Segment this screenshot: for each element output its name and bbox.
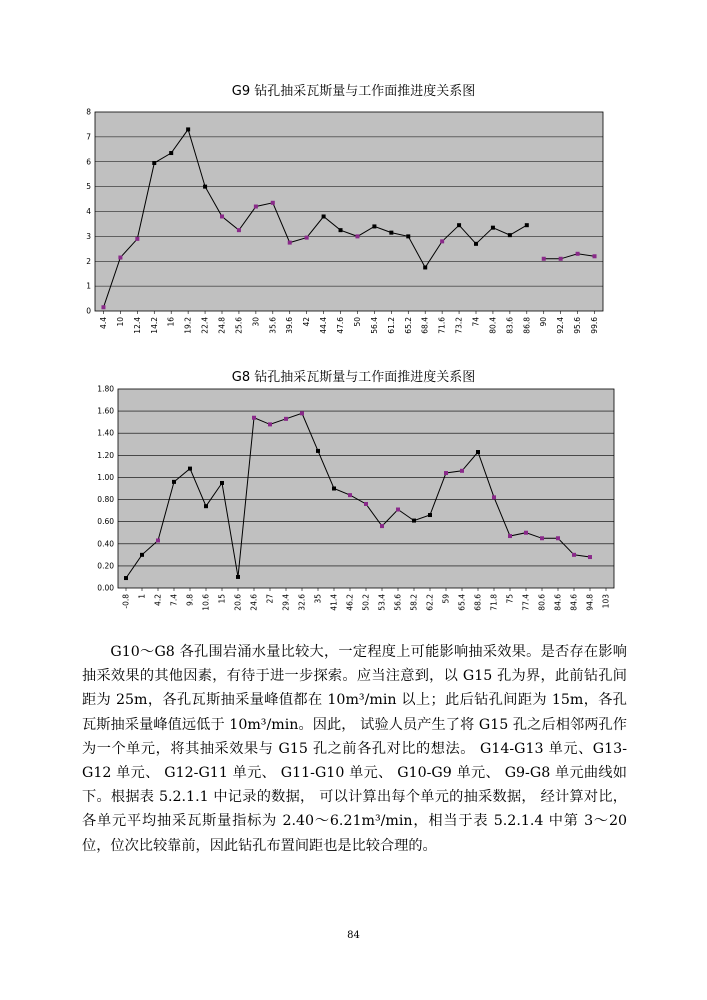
y-tick-label: 0.20 [97, 561, 114, 571]
y-tick-label: 0 [86, 306, 91, 316]
data-point [380, 524, 384, 528]
data-point [508, 233, 512, 237]
data-point [140, 553, 144, 557]
x-tick-label: 22.4 [200, 317, 210, 334]
x-tick-label: 24.6 [249, 594, 259, 611]
x-tick-label: 80.4 [488, 317, 498, 334]
y-tick-label: 4 [86, 207, 91, 216]
x-tick-label: 7.4 [169, 594, 179, 606]
x-tick-label: 47.6 [336, 317, 346, 334]
data-point [396, 508, 400, 512]
g8-chart [0, 380, 707, 625]
x-tick-label: 77.4 [521, 594, 531, 611]
x-tick-label: 42 [302, 317, 312, 327]
x-tick-label: 4.2 [153, 594, 163, 606]
y-tick-label: 2 [86, 256, 91, 266]
data-point [101, 305, 105, 309]
x-tick-label: 90 [539, 317, 549, 327]
x-tick-label: 56.4 [369, 317, 379, 334]
x-tick-label: 74 [471, 317, 481, 327]
x-tick-label: 73.2 [454, 317, 464, 334]
x-tick-label: 71.6 [437, 317, 447, 334]
data-point [252, 416, 256, 420]
x-tick-label: 84.6 [569, 594, 579, 611]
x-tick-label: 32.6 [297, 594, 307, 611]
data-point [268, 422, 272, 426]
x-tick-label: 35 [313, 594, 323, 604]
x-tick-label: 68.4 [420, 317, 430, 334]
x-tick-label: 83.6 [505, 317, 515, 334]
x-tick-label: 4.4 [98, 317, 108, 329]
x-tick-label: 25.6 [234, 317, 244, 334]
x-tick-label: 16 [166, 317, 176, 327]
data-point [389, 231, 393, 235]
data-point [135, 237, 139, 241]
y-tick-label: 1.40 [97, 428, 114, 438]
data-point [305, 236, 309, 240]
data-point [412, 519, 416, 523]
data-point [332, 487, 336, 491]
data-point [203, 185, 207, 189]
y-tick-label: 1.00 [97, 472, 114, 482]
x-tick-label: 84.6 [553, 594, 563, 611]
data-point [572, 553, 576, 557]
data-point [284, 417, 288, 421]
x-tick-label: 53.4 [377, 594, 387, 611]
y-tick-label: 5 [86, 182, 91, 192]
body-text [82, 640, 627, 858]
data-point [476, 450, 480, 454]
x-tick-label: 20.6 [233, 594, 243, 611]
data-point [559, 257, 563, 261]
x-tick-label: 103 [601, 594, 611, 609]
data-point [474, 242, 478, 246]
chart-title-g8: G8 钻孔抽采瓦斯量与工作面推进度关系图 [231, 370, 476, 385]
x-tick-label: 62.2 [425, 594, 435, 611]
y-tick-label: 6 [86, 157, 91, 167]
y-tick-label: 0.40 [97, 539, 114, 549]
data-point [152, 161, 156, 165]
data-point [339, 228, 343, 232]
data-point [188, 467, 192, 471]
data-point [508, 534, 512, 538]
body-paragraph: G10～G8 各孔围岩涌水量比较大，一定程度上可能影响抽采效果。是否存在影响抽采效果的其他因素，有待于进一步探索。应当注意到，以 G15 孔为界，此前钻孔间距为 25m，各孔瓦斯抽采量峰值都在 10m³/min 以上；此后钻孔间距为 15m，各孔瓦斯抽采量峰值远低于 10m³/min。因此， 试验人员产生了将 G15 孔之后相邻两孔作为一个单元，将其抽采效果与 G15 孔之前各孔对比的想法。 G14-G13 单元、G13-G12 单元、 G12-G11 单元、 G11-G10 单元、 G10-G9 单元、 G9-G8 单元曲线如下。根据表 5.2.1.1 中记录的数据， 可以计算出每个单元的抽采数据， 经计算对比， 各单元平均抽采瓦斯量指标为 2.40～6.21m³/min，相当于表 5.2.1.4 中第 3～20 位，位次比较靠前，因此钻孔布置间距也是比较合理的。 [82, 644, 627, 854]
x-tick-label: 44.4 [319, 317, 329, 334]
data-point [406, 234, 410, 238]
x-tick-label: 24.8 [217, 317, 227, 334]
x-tick-label: 80.6 [537, 594, 547, 611]
data-point [220, 214, 224, 218]
x-tick-label: 14.2 [149, 317, 159, 334]
data-point [491, 226, 495, 230]
x-tick-label: 95.6 [573, 317, 583, 334]
y-tick-label: 1.20 [97, 450, 114, 460]
x-tick-label: 30 [251, 317, 261, 327]
x-tick-label: 99.6 [590, 317, 600, 334]
data-point [156, 538, 160, 542]
data-point [556, 536, 560, 540]
data-point [588, 555, 592, 559]
y-tick-label: 0.80 [97, 495, 114, 505]
x-tick-label: 15 [217, 594, 227, 604]
x-tick-label: 92.4 [556, 317, 566, 334]
x-tick-label: 50 [352, 317, 362, 327]
data-point [300, 411, 304, 415]
data-point [542, 257, 546, 261]
data-point [423, 265, 427, 269]
x-tick-label: 35.6 [268, 317, 278, 334]
x-tick-label: -0.8 [121, 594, 131, 609]
x-tick-label: 39.6 [285, 317, 295, 334]
x-tick-label: 46.2 [345, 594, 355, 611]
x-tick-label: 12.4 [132, 317, 142, 334]
x-tick-label: 27 [265, 594, 275, 604]
data-point [322, 214, 326, 218]
x-tick-label: 1 [137, 594, 147, 599]
x-tick-label: 68.6 [473, 594, 483, 611]
x-tick-label: 10.6 [201, 594, 211, 611]
data-point [271, 201, 275, 205]
data-point [457, 223, 461, 227]
data-point [204, 504, 208, 508]
data-point [372, 224, 376, 228]
chart-title-g9: G9 钻孔抽采瓦斯量与工作面推进度关系图 [231, 84, 476, 99]
x-tick-label: 59 [441, 594, 451, 604]
data-point [316, 449, 320, 453]
y-tick-label: 7 [86, 132, 91, 142]
data-point [576, 252, 580, 256]
data-point [540, 536, 544, 540]
x-tick-label: 9.8 [185, 594, 195, 606]
data-point [288, 241, 292, 245]
x-tick-label: 65.4 [457, 594, 467, 611]
data-point [364, 502, 368, 506]
data-point [492, 495, 496, 499]
data-point [428, 513, 432, 517]
x-tick-label: 56.6 [393, 594, 403, 611]
data-point [440, 239, 444, 243]
data-point [254, 205, 258, 209]
x-tick-label: 29.4 [281, 594, 291, 611]
x-tick-label: 50.2 [361, 594, 371, 611]
data-point [220, 481, 224, 485]
x-tick-label: 58.2 [409, 594, 419, 611]
y-tick-label: 1.80 [97, 384, 114, 394]
data-point [169, 151, 173, 155]
y-tick-label: 0.60 [97, 517, 114, 527]
data-point [460, 469, 464, 473]
data-point [444, 471, 448, 475]
x-tick-label: 71.8 [489, 594, 499, 611]
data-point [355, 234, 359, 238]
x-tick-label: 61.2 [386, 317, 396, 334]
data-point [186, 127, 190, 131]
y-tick-label: 1.60 [97, 406, 114, 416]
x-tick-label: 75 [505, 594, 515, 604]
x-tick-label: 65.2 [403, 317, 413, 334]
data-point [172, 480, 176, 484]
x-tick-label: 86.8 [522, 317, 532, 334]
g9-chart [0, 100, 707, 345]
x-tick-label: 94.8 [585, 594, 595, 611]
data-point [593, 254, 597, 258]
y-tick-label: 0.00 [97, 583, 114, 593]
data-point [524, 531, 528, 535]
y-tick-label: 3 [86, 231, 91, 241]
x-tick-label: 19.2 [183, 317, 193, 334]
data-point [124, 576, 128, 580]
page-number: 84 [347, 930, 360, 941]
x-tick-label: 41.4 [329, 594, 339, 611]
data-point [525, 223, 529, 227]
data-point [348, 493, 352, 497]
data-point [237, 228, 241, 232]
x-tick-label: 10 [115, 317, 125, 327]
y-tick-label: 1 [86, 281, 91, 291]
plot-area [118, 389, 614, 588]
data-point [236, 575, 240, 579]
y-tick-label: 8 [86, 107, 91, 117]
data-point [118, 256, 122, 260]
